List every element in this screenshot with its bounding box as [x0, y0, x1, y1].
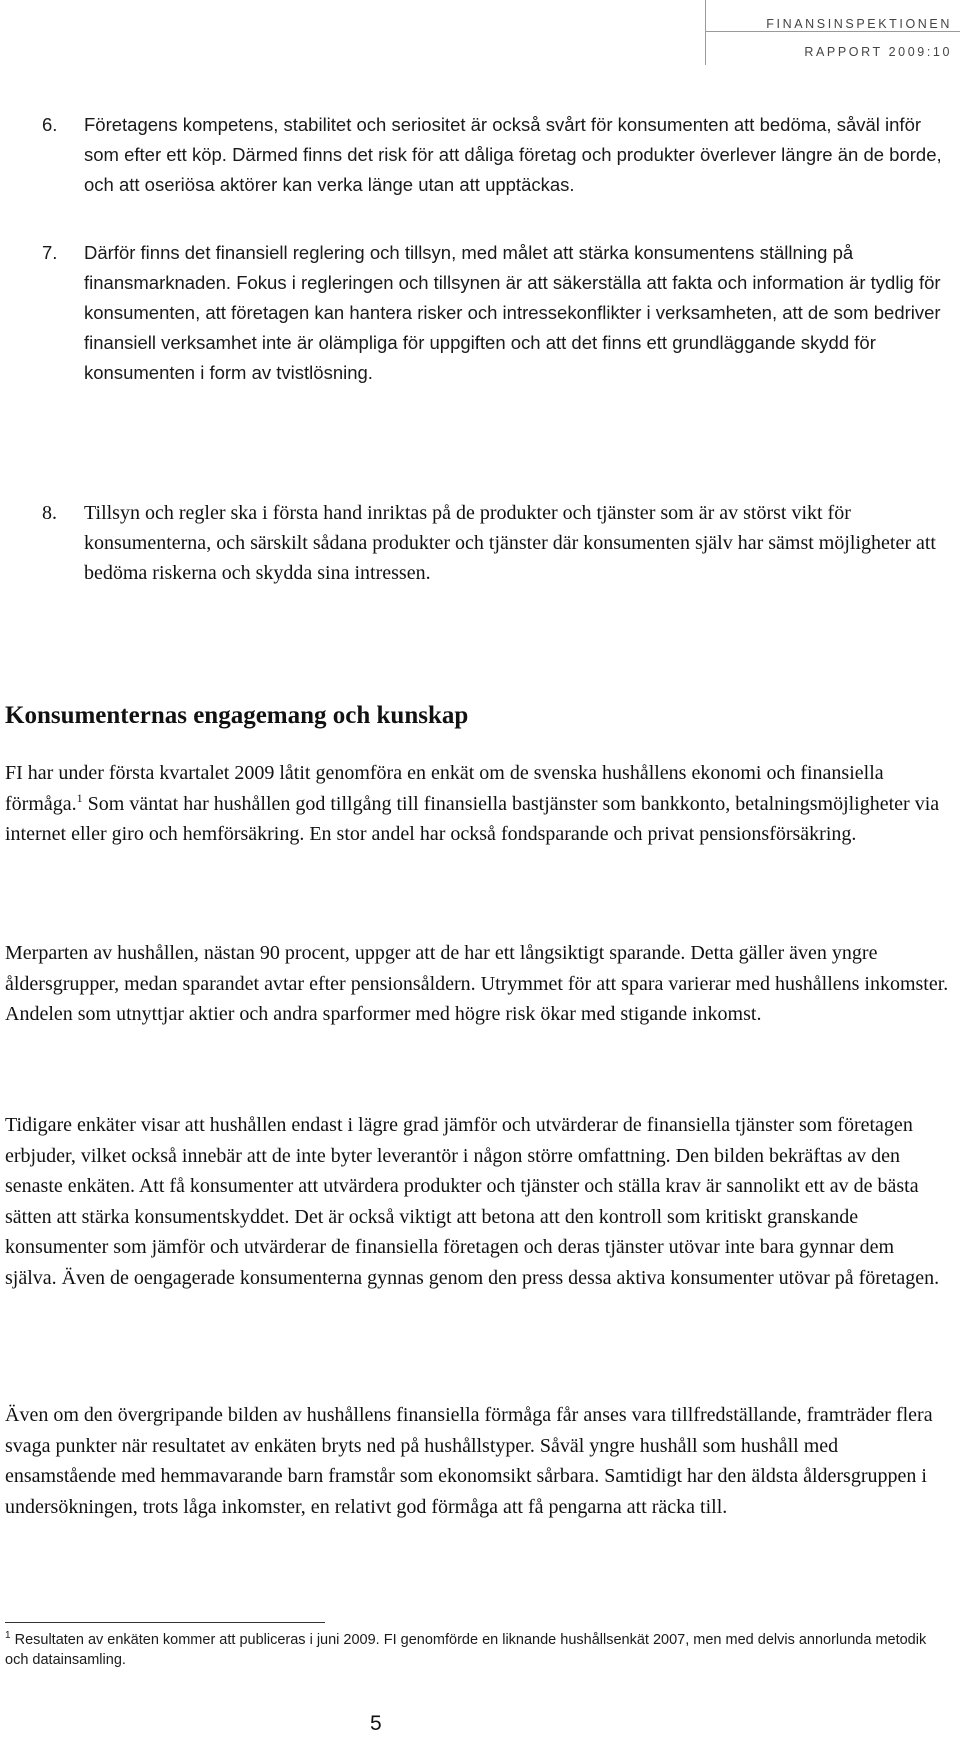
list-item-number: 7. [42, 242, 58, 263]
list-item-6 [42, 110, 952, 200]
page-header [705, 0, 960, 65]
paragraph-survey [5, 758, 950, 850]
footnote-text: Resultaten av enkäten kommer att publiceras i juni 2009. FI genomförde en liknande hushållsenkät 2007, men med delvis annorlunda metodik och datainsamling. [5, 1632, 927, 1668]
paragraph-savings [5, 938, 950, 1030]
list-item-text: Därför finns det finansiell reglering och tillsyn, med målet att stärka konsumentens ställning på finansmarknaden. Fokus i regleringen och tillsynen är att säkerställa att fakta och information är tydlig för konsumenten, att företagen kan hantera risker och intressekonflikter i verksamheten, att de som bedriver finansiell verksamhet inte är olämpliga för uppgiften och att det finns ett grundläggande skydd för konsumenten i form av tvistlösning. [84, 242, 941, 383]
paragraph-text: FI har under första kvartalet 2009 låtit genomföra en enkät om de svenska hushållens ekonomi och finansiella förmåga. [5, 762, 884, 815]
footnote-reference: 1 [76, 790, 83, 805]
header-report-id: RAPPORT 2009:10 [705, 32, 960, 65]
footnote-marker: 1 [5, 1630, 11, 1641]
list-item-text: Företagens kompetens, stabilitet och seriositet är också svårt för konsumenten att bedöma, såväl inför som efter ett köp. Därmed finns det risk för att dåliga företag och produkter överlever längre än de borde, och att oseriösa aktörer kan verka länge utan att upptäckas. [84, 114, 942, 195]
header-organization: FINANSINSPEKTIONEN [705, 0, 960, 32]
paragraph-text: Som väntat har hushållen god tillgång till finansiella bastjänster som bankkonto, betalningsmöjligheter via internet eller giro och hemförsäkring. En stor andel har också fondsparande och privat pensionsförsäkring. [5, 792, 940, 845]
page-number: 5 [370, 1712, 382, 1735]
paragraph-text: Även om den övergripande bilden av hushållens finansiella förmåga får anses vara tillfredställande, framträder flera svaga punkter när resultatet av enkäten bryts ned på hushållstyper. Såväl yngre hushåll som hushåll med ensamstående med hemmavarande barn framstår som ekonomsikt sårbara. Samtidigt har den äldsta åldersgruppen i undersökningen, trots låga inkomster, en relativt god förmåga att få pengarna att räcka till. [5, 1404, 933, 1518]
section-heading: Konsumenternas engagemang och kunskap [5, 702, 469, 729]
paragraph-text: Tidigare enkäter visar att hushållen endast i lägre grad jämför och utvärderar de finansiella tjänster som företagen erbjuder, vilket också innebär att de inte byter leverantör i någon större omfattning. Den bilden bekräftas av den senaste enkäten. Att få konsumenter att utvärdera produkter och tjänster och ställa krav är sannolikt ett av de bästa sätten att stärka konsumentskyddet. Det är också viktigt att betona att den kontroll som kritiskt granskande konsumenter som jämför och utvärderar de finansiella företagen och deras tjänster utövar inte bara gynnar dem själva. Även de oengagerade konsumenterna gynnas genom den press dessa aktiva konsumenter utövar på företagen. [5, 1114, 940, 1289]
list-item-number: 6. [42, 114, 58, 135]
paragraph-household-types [5, 1400, 950, 1522]
list-item-7 [42, 238, 952, 388]
list-item-text: Tillsyn och regler ska i första hand inriktas på de produkter och tjänster som är av störst vikt för konsumenterna, och särskilt sådana produkter och tjänster där konsumenten själv har sämst möjligheter att bedöma riskerna och skydda sina intressen. [84, 502, 936, 584]
list-item-number: 8. [42, 502, 57, 524]
paragraph-text: Merparten av hushållen, nästan 90 procent, uppger att de har ett långsiktigt sparande. Detta gäller även yngre åldersgrupper, medan sparandet avtar efter pensionsåldern. Utrymmet för att spara varierar med hushållens inkomster. Andelen som utnyttjar aktier och andra sparformer med högre risk ökar med stigande inkomst. [5, 942, 949, 1025]
list-item-8 [42, 498, 952, 588]
footnote [5, 1630, 950, 1670]
footnote-divider [5, 1622, 325, 1623]
paragraph-comparison [5, 1110, 950, 1293]
